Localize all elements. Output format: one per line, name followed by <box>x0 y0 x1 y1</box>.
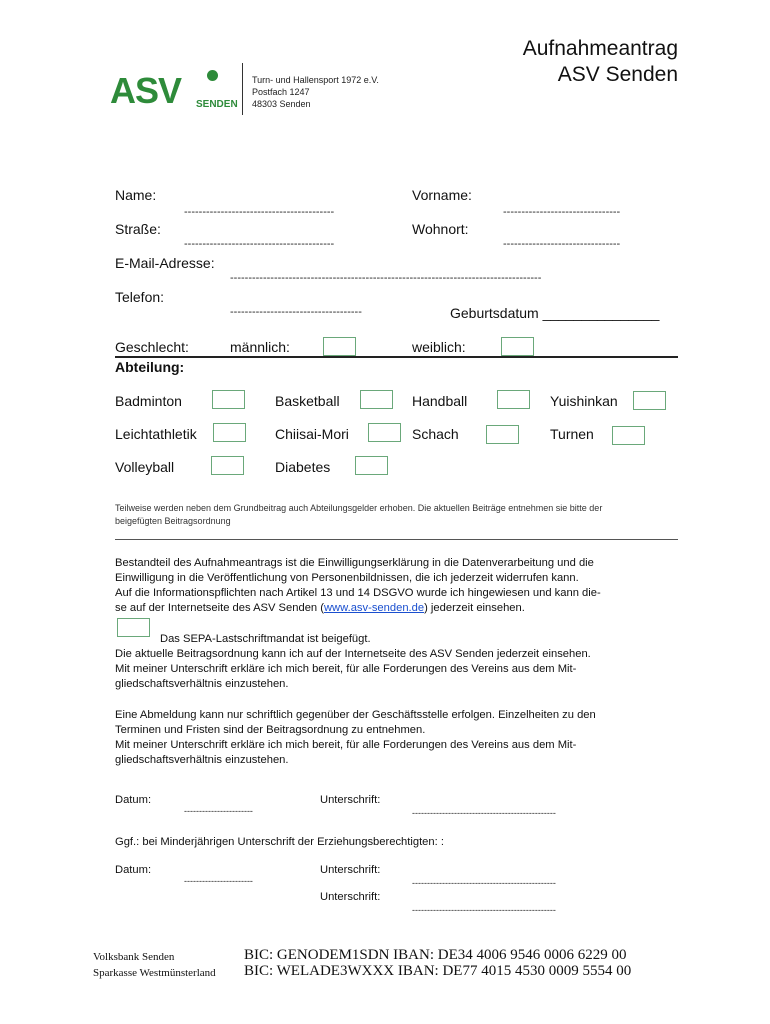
datum-field[interactable]: ----------------------- <box>184 806 253 816</box>
beitrag-note-line: beigefügten Beitragsordnung <box>115 516 231 526</box>
consent-line: Terminen und Fristen sind der Beitragsordnung zu entnehmen. <box>115 724 426 736</box>
dept-handball-label: Handball <box>412 393 468 409</box>
email-label: E-Mail-Adresse: <box>115 255 215 271</box>
dept-leichtathletik-checkbox[interactable] <box>213 423 246 442</box>
datum-label: Datum: <box>115 794 152 806</box>
logo-subtext: SENDEN <box>196 99 238 110</box>
vorname-field[interactable]: -------------------------------- <box>503 206 621 218</box>
consent-line: Mit meiner Unterschrift erkläre ich mich bereit, für alle Forderungen des Vereins aus dem Mit- <box>115 663 577 675</box>
dept-badminton-checkbox[interactable] <box>212 390 245 409</box>
consent-line: Die aktuelle Beitragsordnung kann ich auf der Internetseite des ASV Senden jederzeit einsehen. <box>115 648 591 660</box>
strasse-label: Straße: <box>115 221 161 237</box>
datum-label-guardian: Datum: <box>115 864 152 876</box>
consent-line: Auf die Informationspflichten nach Artikel 13 und 14 DSGVO wurde ich hingewiesen und kann die- <box>115 587 601 599</box>
telefon-field[interactable]: ------------------------------------ <box>230 306 362 318</box>
section-divider <box>115 356 678 358</box>
maennlich-checkbox[interactable] <box>323 337 356 356</box>
dept-schach-checkbox[interactable] <box>486 425 519 444</box>
club-logo <box>110 70 181 112</box>
consent-line: Bestandteil des Aufnahmeantrags ist die Einwilligungserklärung in die Datenverarbeitung und die <box>115 557 594 569</box>
dept-chiisai-mori-checkbox[interactable] <box>368 423 401 442</box>
consent-line: Eine Abmeldung kann nur schriftlich gegenüber der Geschäftsstelle erfolgen. Einzelheiten zu den <box>115 709 596 721</box>
dept-yuishinkan-checkbox[interactable] <box>633 391 666 410</box>
name-field[interactable]: ----------------------------------------- <box>184 206 335 218</box>
consent-text: se auf der Internetseite des ASV Senden ( <box>115 602 324 614</box>
consent-line: gliedschaftsverhältnis einzustehen. <box>115 678 289 690</box>
geburtsdatum-field[interactable]: Geburtsdatum _______________ <box>450 305 660 321</box>
strasse-field[interactable]: ----------------------------------------- <box>184 238 335 250</box>
consent-paragraph-3 <box>115 708 685 768</box>
dept-handball-checkbox[interactable] <box>497 390 530 409</box>
dept-diabetes-label: Diabetes <box>275 459 331 475</box>
logo-dot-icon <box>207 70 218 81</box>
minor-note: Ggf.: bei Minderjährigen Unterschrift der Erziehungsberechtigten: : <box>115 836 444 848</box>
logo-divider <box>242 63 243 115</box>
dept-diabetes-checkbox[interactable] <box>355 456 388 475</box>
abteilung-heading: Abteilung: <box>115 359 185 375</box>
dept-yuishinkan-label: Yuishinkan <box>550 393 618 409</box>
wohnort-label: Wohnort: <box>412 221 469 237</box>
unterschrift-label-guardian-1: Unterschrift: <box>320 864 381 876</box>
note-divider <box>115 539 678 540</box>
vorname-label: Vorname: <box>412 187 472 203</box>
telefon-label: Telefon: <box>115 289 165 305</box>
geschlecht-label: Geschlecht: <box>115 339 189 355</box>
dept-basketball-checkbox[interactable] <box>360 390 393 409</box>
dept-badminton-label: Badminton <box>115 393 182 409</box>
consent-line: Mit meiner Unterschrift erkläre ich mich bereit, für alle Forderungen des Vereins aus dem Mit- <box>115 739 577 751</box>
website-link[interactable]: www.asv-senden.de <box>323 602 425 614</box>
bank2-info: BIC: WELADE3WXXX IBAN: DE77 4015 4530 0009 5554 00 <box>244 963 632 979</box>
beitrag-note <box>115 502 680 528</box>
dept-schach-label: Schach <box>412 426 459 442</box>
consent-line: Einwilligung in die Veröffentlichung von Personenbildnissen, die ich jederzeit widerrufen kann. <box>115 572 579 584</box>
unterschrift-label: Unterschrift: <box>320 794 381 806</box>
unterschrift-label-guardian-2: Unterschrift: <box>320 891 381 903</box>
consent-line <box>115 601 685 616</box>
bank1-name: Volksbank Senden <box>93 951 175 963</box>
dept-volleyball-label: Volleyball <box>115 459 175 475</box>
dept-turnen-label: Turnen <box>550 426 594 442</box>
title-line-1: Aufnahmeantrag <box>522 37 678 60</box>
bank2-name: Sparkasse Westmünsterland <box>93 967 216 979</box>
unterschrift-field[interactable]: ------------------------------------------------ <box>412 808 556 818</box>
sepa-label: Das SEPA-Lastschriftmandat ist beigefügt. <box>160 633 371 645</box>
unterschrift-field-guardian-1[interactable]: ------------------------------------------------ <box>412 878 556 888</box>
weiblich-label: weiblich: <box>412 339 466 355</box>
sepa-checkbox[interactable] <box>117 618 150 637</box>
dept-basketball-label: Basketball <box>275 393 340 409</box>
weiblich-checkbox[interactable] <box>501 337 534 356</box>
name-label: Name: <box>115 187 157 203</box>
wohnort-field[interactable]: -------------------------------- <box>503 238 621 250</box>
logo-wordmark: ASV <box>110 70 182 111</box>
dept-turnen-checkbox[interactable] <box>612 426 645 445</box>
club-address <box>252 74 379 110</box>
dept-volleyball-checkbox[interactable] <box>211 456 244 475</box>
club-city: 48303 Senden <box>252 99 311 109</box>
datum-field-guardian[interactable]: ----------------------- <box>184 876 253 886</box>
consent-line: gliedschaftsverhältnis einzustehen. <box>115 754 289 766</box>
club-postbox: Postfach 1247 <box>252 87 310 97</box>
consent-paragraph-1 <box>115 556 685 616</box>
dept-chiisai-mori-label: Chiisai-Mori <box>275 426 349 442</box>
beitrag-note-line: Teilweise werden neben dem Grundbeitrag auch Abteilungsgelder erhoben. Die aktuellen Beiträge entnehmen sie bitte der <box>115 503 603 513</box>
maennlich-label: männlich: <box>230 339 290 355</box>
consent-text: ) jederzeit einsehen. <box>424 602 525 614</box>
title-line-2: ASV Senden <box>557 63 678 86</box>
bank1-info: BIC: GENODEM1SDN IBAN: DE34 4006 9546 0006 6229 00 <box>244 947 627 963</box>
club-name: Turn- und Hallensport 1972 e.V. <box>252 75 379 85</box>
dept-leichtathletik-label: Leichtathletik <box>115 426 197 442</box>
form-title <box>523 36 678 88</box>
consent-paragraph-2 <box>115 647 685 692</box>
unterschrift-field-guardian-2[interactable]: ------------------------------------------------ <box>412 905 556 915</box>
email-field[interactable]: ------------------------------------------------------------------------------------- <box>230 272 542 284</box>
